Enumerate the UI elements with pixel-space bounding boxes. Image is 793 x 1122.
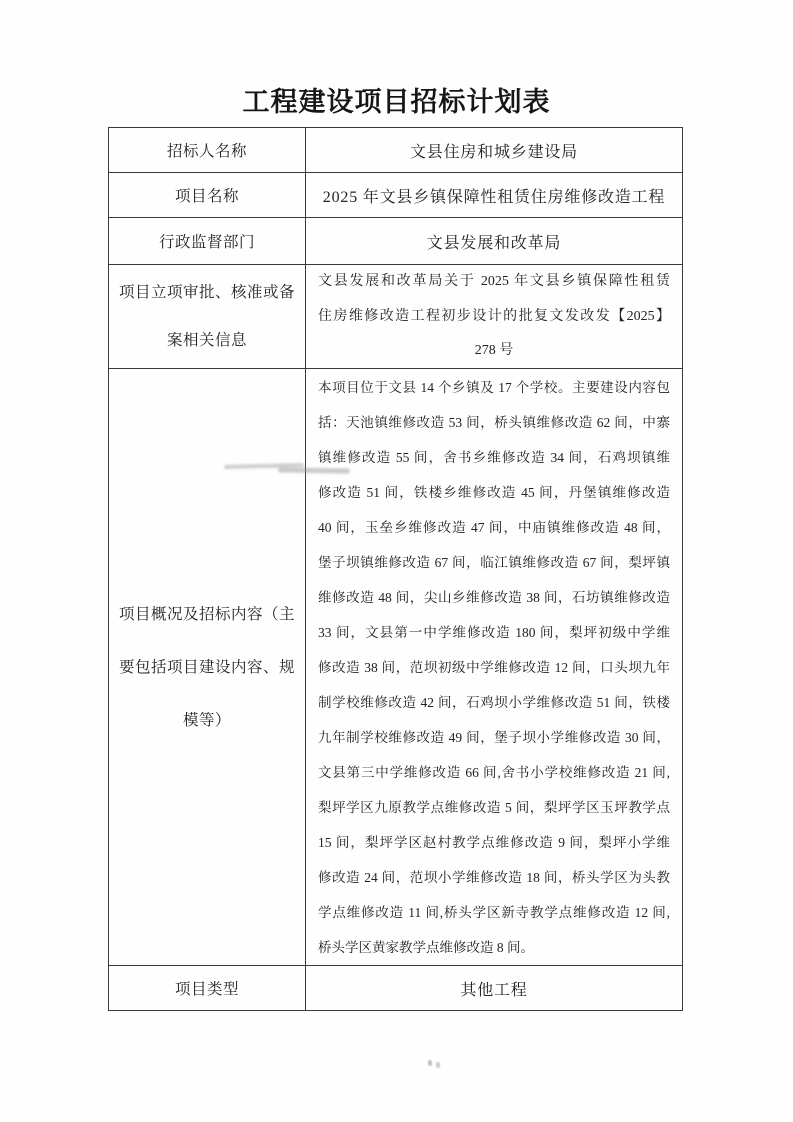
bidding-plan-table [108,127,683,1011]
value-project-type: 其他工程 [460,981,528,999]
text-line: 维修改造 48 间，尖山乡维修改造 38 间，石坊镇维修改造 [318,590,670,605]
table-row-approval-info [109,265,682,369]
text-line: 文县发展和改革局关于 2025 年文县乡镇保障性租赁 [318,274,670,289]
text-line: 括：天池镇维修改造 53 间，桥头镇维修改造 62 间，中寨 [318,415,670,430]
text-line: 文县第三中学维修改造 66 间,舍书小学校维修改造 21 间, [318,765,670,780]
text-line: 九年制学校维修改造 49 间，堡子坝小学维修改造 30 间， [318,730,670,745]
text-line: 40 间，玉垒乡维修改造 47 间，中庙镇维修改造 48 间， [318,520,670,535]
text-line: 梨坪学区九原教学点维修改造 5 间，梨坪学区玉坪教学点 [318,800,670,815]
text-line: 模等） [182,711,231,729]
text-line: 修改造 38 间，范坝初级中学维修改造 12 间，口头坝九年 [318,660,670,675]
table-row-project-type [109,966,682,1010]
value-supervision-dept: 文县发展和改革局 [426,234,562,252]
text-line: 制学校维修改造 42 间，石鸡坝小学维修改造 51 间，铁楼 [318,695,670,710]
text-line: 278 号 [474,343,514,358]
label-approval-info-lines [119,269,295,365]
text-line: 镇维修改造 55 间，舍书乡维修改造 34 间，石鸡坝镇维 [318,450,670,465]
text-line: 本项目位于文县 14 个乡镇及 17 个学校。主要建设内容包 [318,380,670,395]
scan-speck-artifact [428,1060,432,1066]
text-line: 学点维修改造 11 间,桥头学区新寺教学点维修改造 12 间, [318,905,670,920]
text-line: 案相关信息 [166,331,247,349]
table-row-project-name [109,173,682,218]
text-line: 住房维修改造工程初步设计的批复文发改发【2025】 [318,308,670,324]
text-line: 修改造 24 间，范坝小学维修改造 18 间，桥头学区为头教 [318,870,670,885]
value-project-overview [306,369,682,965]
value-tenderer-name: 文县住房和城乡建设局 [409,143,578,161]
table-row-project-overview [109,369,682,966]
label-project-overview-lines [119,588,295,747]
label-project-name: 项目名称 [109,173,306,217]
text-line: 修改造 51 间，铁楼乡维修改造 45 间，丹堡镇维修改造 [318,485,670,500]
text-line: 33 间，文县第一中学维修改造 180 间，梨坪初级中学维 [318,625,670,640]
label-approval-info [109,265,306,368]
text-line: 项目概况及招标内容（主 [118,605,295,623]
value-approval-info [306,265,682,368]
label-project-type: 项目类型 [109,966,306,1010]
text-line: 15 间，梨坪学区赵村教学点维修改造 9 间，梨坪小学维 [318,835,670,850]
text-line: 堡子坝镇维修改造 67 间，临江镇维修改造 67 间，梨坪镇 [318,555,670,570]
text-line: 项目立项审批、核准或备 [118,283,295,301]
label-supervision-dept: 行政监督部门 [109,218,306,264]
label-tenderer-name: 招标人名称 [109,128,306,172]
table-row-supervision-dept [109,218,682,265]
text-line: 要包括项目建设内容、规 [118,658,295,676]
label-project-overview [109,369,306,965]
page-title: 工程建设项目招标计划表 [242,87,551,117]
value-project-name: 2025 年文县乡镇保障性租赁住房维修改造工程 [322,188,666,206]
table-row-tenderer-name [109,128,682,173]
text-line: 桥头学区黄家教学点维修改造 8 间。 [318,940,534,955]
